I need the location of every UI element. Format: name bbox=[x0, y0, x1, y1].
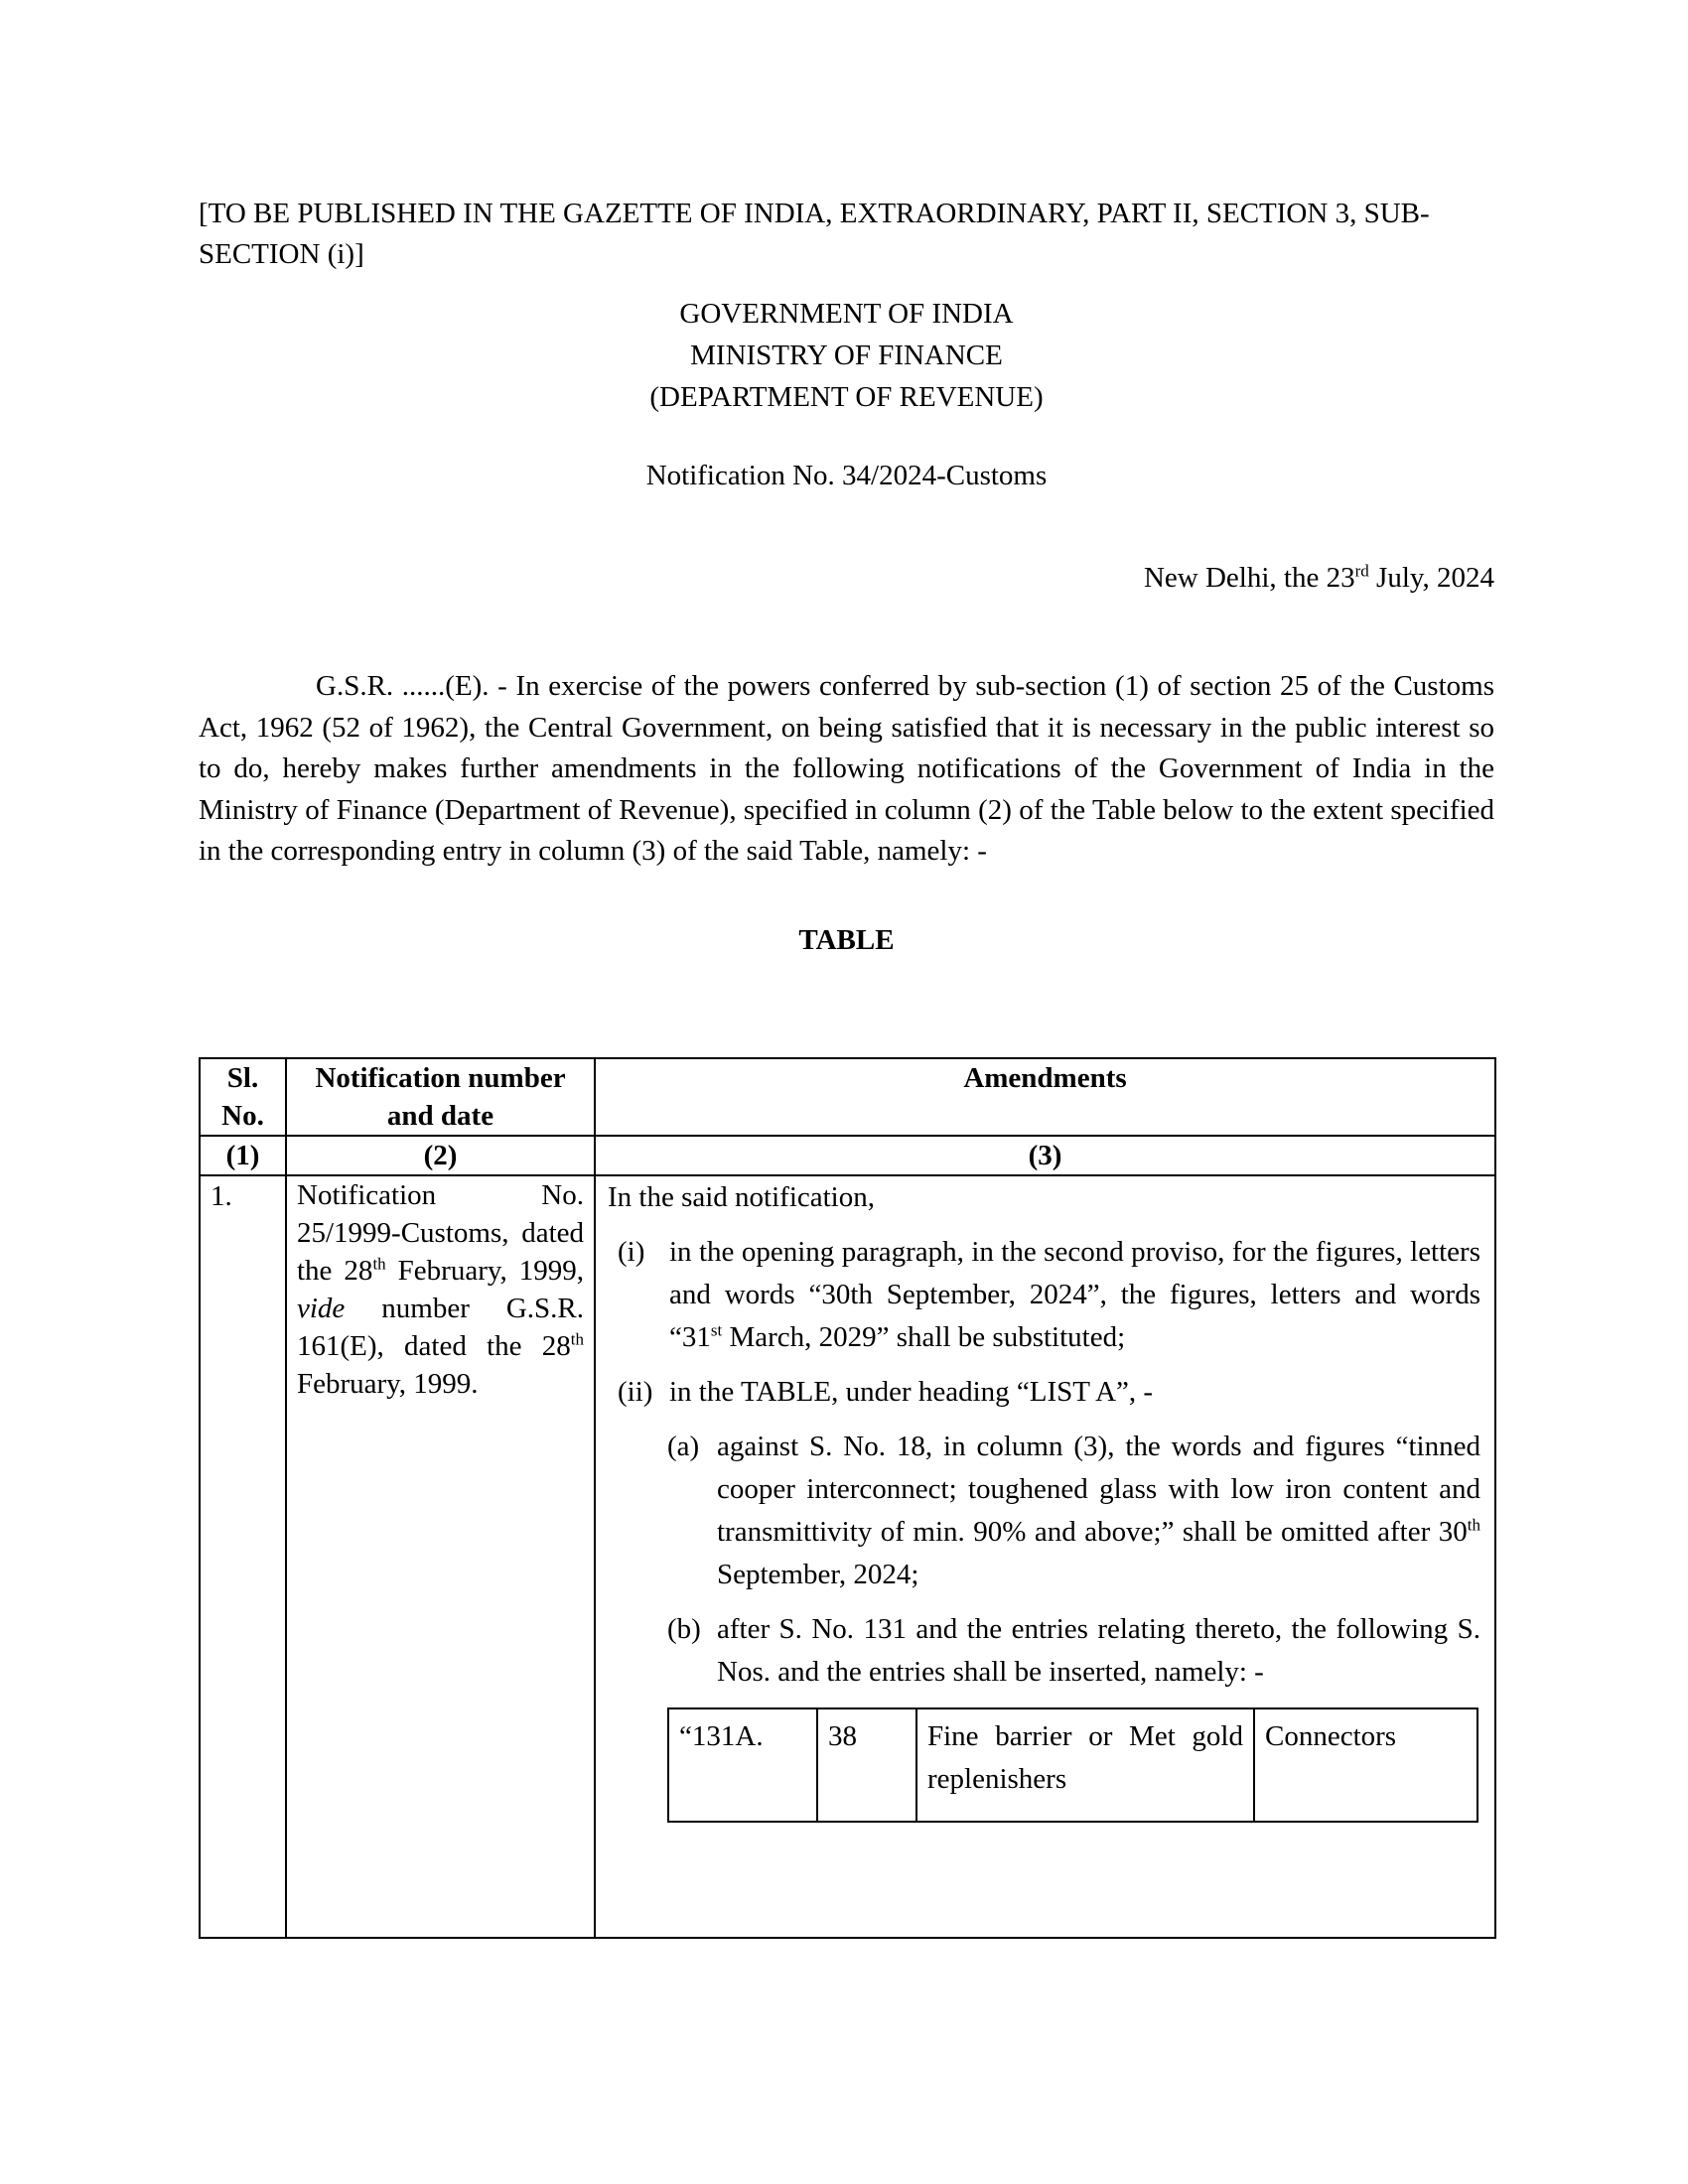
notif-sup-1: th bbox=[372, 1254, 386, 1274]
notification-number: Notification No. 34/2024-Customs bbox=[645, 460, 1048, 491]
item-i-text bbox=[669, 1231, 1480, 1359]
document-page bbox=[199, 194, 1494, 1795]
table-row bbox=[668, 1708, 1477, 1822]
item-b-marker: (b) bbox=[667, 1613, 701, 1645]
item-a-text bbox=[717, 1426, 1480, 1596]
item-a-sup: th bbox=[1467, 1515, 1480, 1535]
item-b-text: after S. No. 131 and the entries relating thereto, the following S. Nos. and the entries shall be inserted, namely: - bbox=[717, 1613, 1480, 1688]
date-suffix: July, 2024 bbox=[1368, 562, 1494, 595]
notif-text-2: February, 1999, bbox=[385, 1255, 584, 1287]
col-number-1: (1) bbox=[200, 1136, 286, 1175]
row-sl-cell: 1. bbox=[200, 1175, 286, 1938]
notif-text-4: February, 1999. bbox=[297, 1368, 479, 1400]
notif-sup-2: th bbox=[570, 1329, 584, 1349]
government-name: GOVERNMENT OF INDIA bbox=[679, 298, 1014, 330]
header-amendments: Amendments bbox=[595, 1058, 1495, 1136]
notif-text-1: Notification No. 25/1999-Customs, dated the 28 bbox=[297, 1179, 584, 1287]
header-sl-no: Sl. No. bbox=[200, 1058, 286, 1136]
preamble-paragraph: G.S.R. ......(E). - In exercise of the powers conferred by sub-section (1) of section 25 of the Customs Act, 1962 (52 of 1962), the Central Government, on being satisfied that it is necessary in the public interest so to do, hereby makes further amendments in the following notifications of the Government of India in the Ministry of Finance (Department of Revenue), specified in column (2) of the Table below to the extent specified in the corresponding entry in column (3) of the said Table, namely: - bbox=[199, 670, 1494, 868]
department-name: (DEPARTMENT OF REVENUE) bbox=[649, 381, 1044, 413]
ministry-name: MINISTRY OF FINANCE bbox=[690, 340, 1003, 371]
row-amendments-cell bbox=[595, 1175, 1495, 1938]
table-row bbox=[200, 1175, 1495, 1938]
column-number-row bbox=[200, 1136, 1495, 1175]
col-number-2: (2) bbox=[286, 1136, 595, 1175]
item-i-sup: st bbox=[710, 1320, 723, 1340]
item-a-text-b: September, 2024; bbox=[717, 1559, 919, 1590]
header-notification: Notification number and date bbox=[286, 1058, 595, 1136]
amendment-item-b bbox=[608, 1608, 1480, 1694]
item-i-text-a: in the opening paragraph, in the second proviso, for the figures, letters and words “30th September, 2024”, the figures, letters and words “31 bbox=[669, 1236, 1480, 1353]
inserted-sno-cell: “131A. bbox=[668, 1708, 817, 1822]
amendment-item-ii bbox=[608, 1371, 1480, 1414]
inserted-goods-cell: Connectors bbox=[1254, 1708, 1477, 1822]
amendment-intro: In the said notification, bbox=[608, 1181, 875, 1213]
table-header-row bbox=[200, 1058, 1495, 1136]
row-notification-cell bbox=[286, 1175, 595, 1938]
item-i-text-b: March, 2029” shall be substituted; bbox=[722, 1321, 1126, 1353]
item-a-text-a: against S. No. 18, in column (3), the words and figures “tinned cooper interconnect; toughened glass with low iron content and transmittivity of min. 90% and above;” shall be omitted after 30 bbox=[717, 1431, 1480, 1548]
amendments-table bbox=[199, 1057, 1496, 1939]
item-a-marker: (a) bbox=[667, 1431, 700, 1462]
date-superscript: rd bbox=[1354, 561, 1369, 581]
gazette-header: [TO BE PUBLISHED IN THE GAZETTE OF INDIA, EXTRAORDINARY, PART II, SECTION 3, SUB-SECTION (i)] bbox=[199, 198, 1430, 270]
amendment-item-i bbox=[608, 1231, 1480, 1359]
col-number-3: (3) bbox=[595, 1136, 1495, 1175]
amendment-item-a bbox=[608, 1426, 1480, 1596]
item-i-marker: (i) bbox=[618, 1236, 645, 1268]
issuing-authority bbox=[199, 293, 1494, 418]
table-title: TABLE bbox=[798, 923, 895, 956]
notif-text-3: number G.S.R. 161(E), dated the 28 bbox=[297, 1293, 584, 1362]
item-ii-marker: (ii) bbox=[618, 1376, 653, 1408]
inserted-chapter-cell: 38 bbox=[817, 1708, 916, 1822]
notif-vide: vide bbox=[297, 1293, 346, 1324]
inserted-entries-table bbox=[667, 1707, 1478, 1823]
item-ii-text: in the TABLE, under heading “LIST A”, - bbox=[669, 1376, 1154, 1408]
inserted-description-cell: Fine barrier or Met gold replenishers bbox=[916, 1708, 1254, 1822]
date-line bbox=[199, 558, 1494, 599]
date-prefix: New Delhi, the 23 bbox=[1143, 562, 1355, 595]
